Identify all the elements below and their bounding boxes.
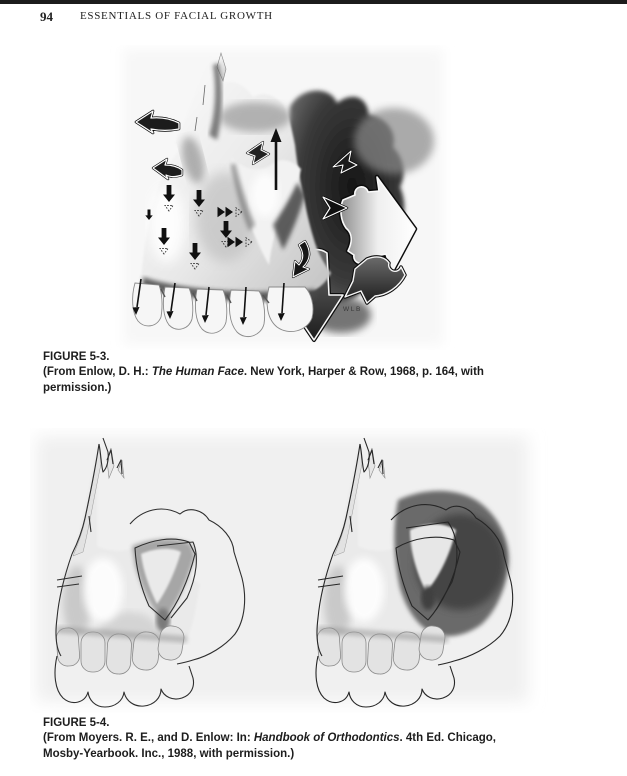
figure-5-3-label: FIGURE 5-3. (43, 351, 110, 363)
caption-book-title: The Human Face (151, 366, 244, 379)
caption-text: (From Enlow, D. H.: (43, 366, 152, 379)
figure-5-3-caption (43, 350, 583, 396)
caption-text: . 4th Ed. Chicago, (399, 732, 496, 745)
figure-5-3-illustration (105, 45, 455, 350)
figure-5-4-label: FIGURE 5-4. (43, 717, 110, 729)
figure-5-4-illustration (30, 428, 595, 713)
caption-text: Mosby-Yearbook. Inc., 1988, with permission.) (43, 747, 295, 760)
caption-text: permission.) (43, 381, 112, 394)
figure-5-4-caption (43, 716, 583, 762)
running-title: ESSENTIALS OF FACIAL GROWTH (80, 10, 273, 22)
header-rule (0, 0, 627, 4)
caption-text: . New York, Harper & Row, 1968, p. 164, with (243, 366, 484, 379)
page-number: 94 (40, 9, 53, 24)
figure-5-4-source (43, 731, 583, 762)
caption-book-title: Handbook of Orthodontics (253, 732, 400, 745)
caption-text: (From Moyers. R. E., and D. Enlow: In: (43, 732, 254, 745)
figure-5-3-source (43, 365, 583, 396)
artist-signature: WLB (343, 306, 362, 313)
